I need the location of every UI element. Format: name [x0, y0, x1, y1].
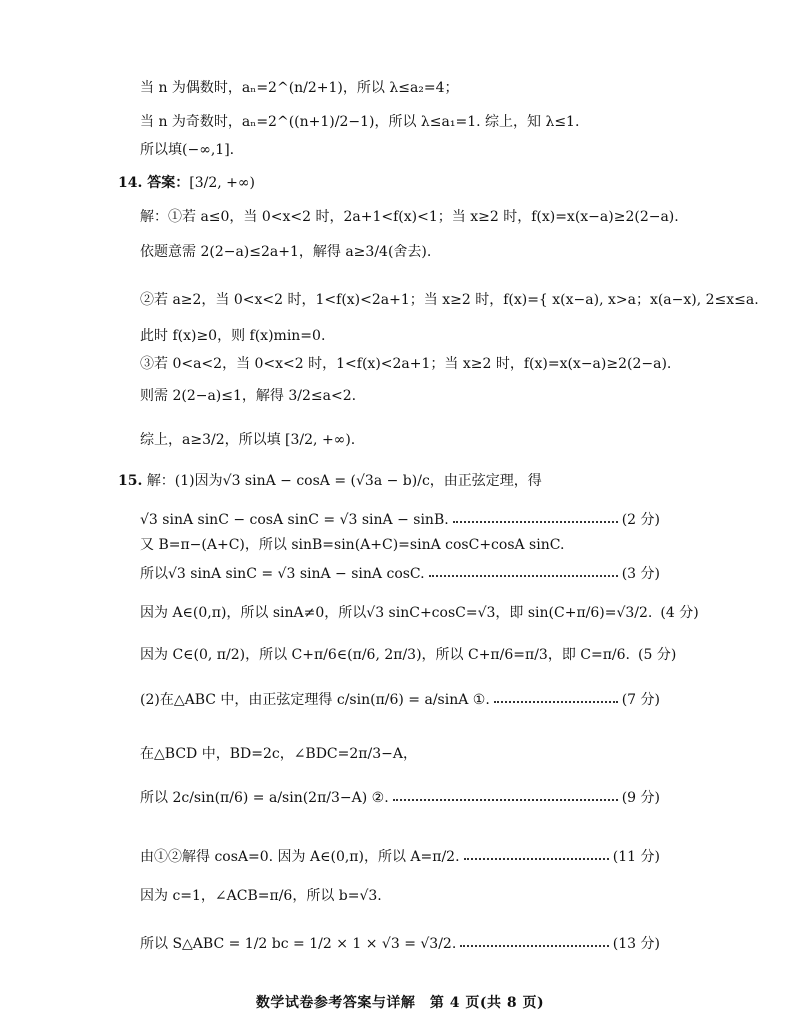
q15-triangle-bcd: 在△BCD 中，BD=2c，∠BDC=2π/3−A， [140, 746, 417, 762]
score-label: (13 分) [612, 936, 660, 952]
text-line-odd-case: 当 n 为奇数时，aₙ=2^((n+1)/2−1)，所以 λ≤a₁=1. 综上，知 λ≤1. [140, 114, 580, 130]
q14-case-2-result: 此时 f(x)≥0，则 f(x)min=0. [140, 328, 326, 344]
q14-case-3: ③若 0<a<2，当 0<x<2 时，1<f(x)<2a+1；当 x≥2 时，f(x)=x(x−a)≥2(2−a). [140, 356, 672, 372]
q15-step-5-text: 因为 C∈(0, π/2)，所以 C+π/6∈(π/6, 2π/3)，所以 C+π/6=π/3，即 C=π/6. [140, 647, 630, 663]
q14-conclusion: 综上，a≥3/2，所以填 [3/2, +∞). [140, 432, 356, 448]
question-14-header [118, 173, 660, 193]
dot-leader [494, 701, 618, 703]
text-line-fill-answer: 所以填(−∞,1]. [140, 142, 235, 158]
dot-leader [460, 945, 609, 947]
q15-step-13-text: 所以 S△ABC = 1/2 bc = 1/2 × 1 × √3 = √3/2. [140, 936, 457, 952]
q14-case-3-condition: 则需 2(2−a)≤1，解得 3/2≤a<2. [140, 388, 357, 404]
q15-step-3 [140, 564, 660, 584]
score-label: (11 分) [612, 849, 660, 865]
text-line-even-case: 当 n 为偶数时，aₙ=2^(n/2+1)，所以 λ≤a₂=4； [140, 80, 459, 96]
q15-step-11 [140, 847, 660, 867]
score-label: (3 分) [621, 566, 660, 582]
q14-case-1-condition: 依题意需 2(2−a)≤2a+1，解得 a≥3/4(舍去). [140, 244, 432, 260]
question-14-label: 14. 答案： [118, 175, 190, 191]
q15-step-4-text: 因为 A∈(0,π)，所以 sinA≠0，所以√3 sinC+cosC=√3，即 sin(C+π/6)=√3/2. [140, 605, 653, 621]
question-15-header [118, 471, 660, 491]
dot-leader [464, 858, 609, 860]
q15-step-7 [140, 690, 660, 710]
q15-step-13 [140, 934, 660, 954]
q15-step-3-text: 所以√3 sinA sinC = √3 sinA − sinA cosC. [140, 566, 425, 582]
q15-step-5 [140, 645, 677, 665]
q15-step-11-text: 由①②解得 cosA=0. 因为 A∈(0,π)，所以 A=π/2. [140, 849, 460, 865]
q15-step-7-text: (2)在△ABC 中，由正弦定理得 c/sin(π/6) = a/sinA ①. [140, 692, 490, 708]
q14-case-2: ②若 a≥2，当 0<x<2 时，1<f(x)<2a+1；当 x≥2 时，f(x)={ x(x−a), x>a；x(a−x), 2≤x≤a. [140, 292, 759, 308]
score-label: (4 分) [660, 605, 699, 621]
dot-leader [429, 575, 618, 577]
q15-step-9-text: 所以 2c/sin(π/6) = a/sin(2π/3−A) ②. [140, 790, 389, 806]
q15-side-b: 因为 c=1，∠ACB=π/6，所以 b=√3. [140, 888, 382, 904]
score-label: (2 分) [621, 512, 660, 528]
score-label: (5 分) [638, 647, 677, 663]
question-15-label: 15. [118, 473, 143, 489]
score-label: (7 分) [621, 692, 660, 708]
question-14-answer: [3/2, +∞) [189, 175, 255, 191]
page-footer: 数学试卷参考答案与详解 第 4 页(共 8 页) [255, 995, 545, 1011]
q15-step-9 [140, 788, 660, 808]
q15-step-2 [140, 510, 660, 530]
q15-step-4 [140, 603, 699, 623]
q15-angle-sum: 又 B=π−(A+C)，所以 sinB=sin(A+C)=sinA cosC+cosA sinC. [140, 537, 565, 553]
dot-leader [453, 521, 618, 523]
q14-case-1: 解：①若 a≤0，当 0<x<2 时，2a+1<f(x)<1；当 x≥2 时，f(x)=x(x−a)≥2(2−a). [140, 209, 679, 225]
q15-part1-intro: 解：(1)因为√3 sinA − cosA = (√3a − b)/c，由正弦定理，得 [146, 473, 542, 489]
score-label: (9 分) [621, 790, 660, 806]
dot-leader [393, 799, 618, 801]
q15-step-2-text: √3 sinA sinC − cosA sinC = √3 sinA − sinB. [140, 512, 449, 528]
